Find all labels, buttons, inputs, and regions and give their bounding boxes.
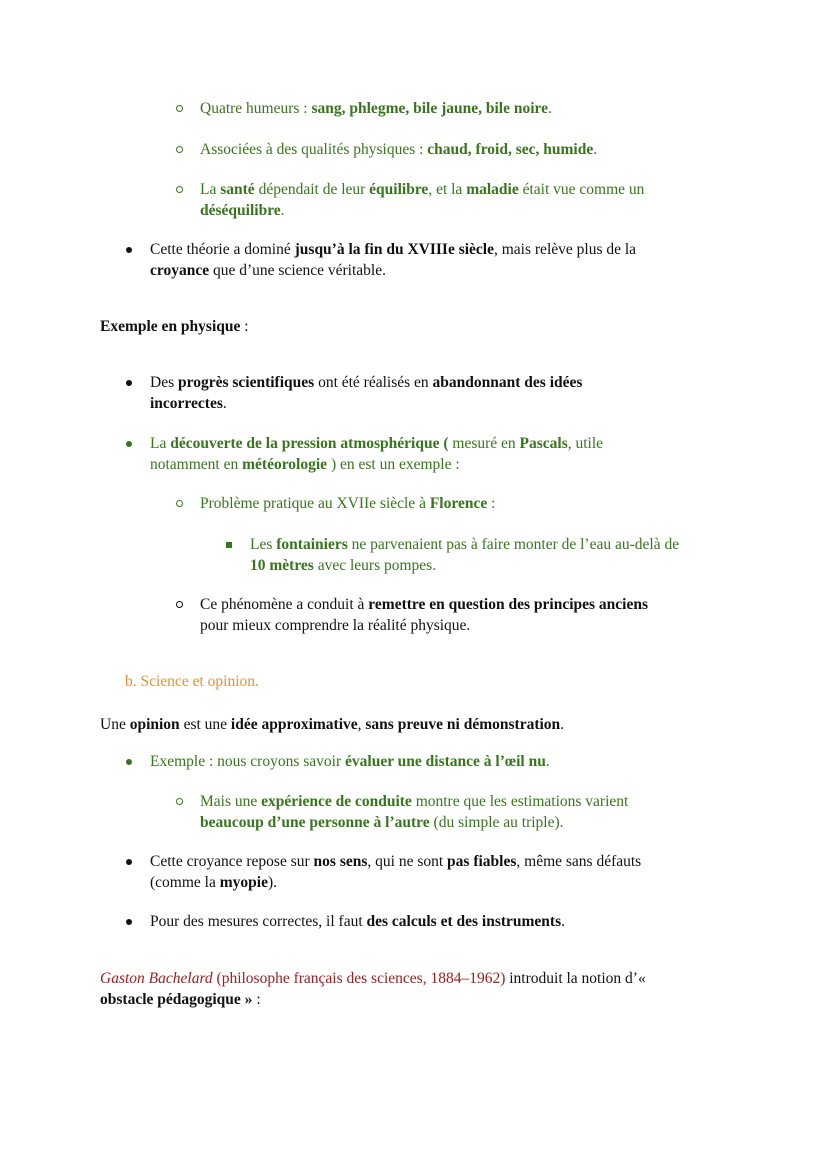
bullet-dot-icon: [126, 441, 132, 447]
bold-text: fontainiers: [276, 536, 348, 553]
bullet-dot-icon: [126, 919, 132, 925]
text-run: introduit la notion d’«: [505, 970, 646, 987]
bold-text: Florence: [429, 495, 488, 512]
bold-text: équilibre: [369, 181, 429, 198]
bold-text: santé: [220, 181, 255, 198]
text-run: ).: [267, 874, 277, 891]
paragraph-bachelard: [100, 968, 646, 1010]
text-run: Quatre humeurs :: [200, 100, 312, 117]
bold-text: sans preuve ni démonstration: [365, 716, 561, 733]
bold-text: pas fiables: [447, 853, 517, 870]
text-run: (comme la: [150, 874, 220, 891]
bullet-square-icon: [226, 542, 232, 548]
text-run: , et la: [428, 181, 467, 198]
bullet-dot-icon: [126, 859, 132, 865]
bullet-dot-icon: [126, 247, 132, 253]
bold-text: opinion: [129, 716, 180, 733]
text-run: pour mieux comprendre la réalité physique.: [200, 617, 471, 634]
bold-text: Exemple en physique: [100, 318, 241, 335]
paragraph-mesures: [150, 911, 565, 932]
text-run: .: [548, 100, 552, 117]
bold-text: météorologie: [242, 456, 328, 473]
text-run: Des: [150, 374, 178, 391]
text-run: Gaston Bachelard: [100, 970, 213, 987]
text-run: notamment en: [150, 456, 243, 473]
text-run: Cette croyance repose sur: [150, 853, 314, 870]
bold-text: progrès scientifiques: [177, 374, 315, 391]
bullet-circle-icon: [176, 186, 183, 193]
text-run: .: [593, 141, 598, 158]
paragraph-conduite: [200, 791, 628, 833]
text-run: avec leurs pompes.: [313, 557, 437, 574]
text-run: montre que les estimations varient: [411, 793, 629, 810]
paragraph-theorie: [150, 239, 636, 281]
bold-text: beaucoup d’une personne à l’autre: [200, 814, 430, 831]
text-run: ne parvenaient pas à faire monter de l’eau au-delà de: [347, 536, 680, 553]
text-run: dépendait de leur: [254, 181, 370, 198]
text-run: La: [200, 181, 221, 198]
bullet-circle-icon: [176, 500, 183, 507]
text-run: que d’une science véritable.: [209, 262, 386, 279]
paragraph-humeurs: [200, 98, 552, 119]
text-run: .: [545, 753, 550, 770]
paragraph-distance: [150, 751, 550, 772]
text-run: .: [280, 202, 285, 219]
bold-text: déséquilibre: [200, 202, 281, 219]
bullet-dot-icon: [126, 380, 132, 386]
text-run: :: [240, 318, 249, 335]
text-run: Exemple : nous croyons savoir: [150, 753, 346, 770]
bold-text: évaluer une distance à l’œil nu: [345, 753, 546, 770]
bold-text: maladie: [466, 181, 519, 198]
paragraph-opinion: [100, 714, 564, 735]
bullet-circle-icon: [176, 105, 183, 112]
text-run: Une: [100, 716, 130, 733]
text-run: Mais une: [200, 793, 262, 810]
bold-text: croyance: [150, 262, 210, 279]
bold-text: expérience de conduite: [261, 793, 412, 810]
paragraph-phenomene: [200, 594, 648, 636]
text-run: .: [560, 716, 565, 733]
bullet-circle-icon: [176, 146, 183, 153]
text-run: Problème pratique au XVIIe siècle à: [200, 495, 430, 512]
text-run: est une: [179, 716, 231, 733]
text-run: .: [222, 395, 227, 412]
bold-text: découverte de la pression atmosphérique (: [170, 435, 449, 452]
paragraph-florence: [200, 493, 495, 514]
text-run: La: [150, 435, 171, 452]
text-run: b. Science et opinion.: [125, 673, 259, 690]
paragraph-progres: [150, 372, 582, 414]
text-run: Les: [250, 536, 277, 553]
text-run: ) en est un exemple :: [327, 456, 460, 473]
paragraph-exemple-physique: [100, 316, 249, 337]
bullet-circle-icon: [176, 798, 183, 805]
paragraph-sens: [150, 851, 641, 893]
paragraph-sante: [200, 179, 644, 221]
text-run: (du simple au triple).: [429, 814, 564, 831]
text-run: était vue comme un: [518, 181, 645, 198]
paragraph-heading-b: [125, 671, 259, 692]
bold-text: sang, phlegme, bile jaune, bile noire: [311, 100, 549, 117]
text-run: mesuré en: [448, 435, 520, 452]
text-run: , utile: [567, 435, 604, 452]
text-run: Associées à des qualités physiques :: [200, 141, 428, 158]
text-run: ont été réalisés en: [314, 374, 433, 391]
bullet-dot-icon: [126, 759, 132, 765]
bold-text: 10 mètres: [250, 557, 314, 574]
bold-text: idée approximative: [230, 716, 358, 733]
text-run: Cette théorie a dominé: [150, 241, 295, 258]
text-run: .: [561, 913, 565, 930]
text-run: ,: [357, 716, 366, 733]
bold-text: chaud, froid, sec, humide: [427, 141, 594, 158]
bold-text: abandonnant des idées: [432, 374, 583, 391]
text-run: , qui ne sont: [367, 853, 448, 870]
paragraph-qualites: [200, 139, 597, 160]
text-run: , mais relève plus de la: [494, 241, 637, 258]
text-run: Ce phénomène a conduit à: [200, 596, 369, 613]
bold-text: jusqu’à la fin du XVIIIe siècle: [294, 241, 494, 258]
bold-text: obstacle pédagogique »: [100, 991, 253, 1008]
bold-text: remettre en question des principes anciens: [368, 596, 649, 613]
text-run: :: [487, 495, 496, 512]
bold-text: des calculs et des instruments: [366, 913, 562, 930]
text-run: Pour des mesures correctes, il faut: [150, 913, 367, 930]
bold-text: nos sens: [313, 853, 368, 870]
text-run: :: [252, 991, 261, 1008]
paragraph-pression: [150, 433, 603, 475]
bold-text: Pascals: [519, 435, 568, 452]
text-run: , même sans défauts: [516, 853, 642, 870]
paragraph-fontainiers: [250, 534, 679, 576]
bold-text: myopie: [219, 874, 268, 891]
bullet-circle-icon: [176, 601, 183, 608]
text-run: (philosophe français des sciences, 1884–1962): [212, 970, 506, 987]
bold-text: incorrectes: [150, 395, 223, 412]
